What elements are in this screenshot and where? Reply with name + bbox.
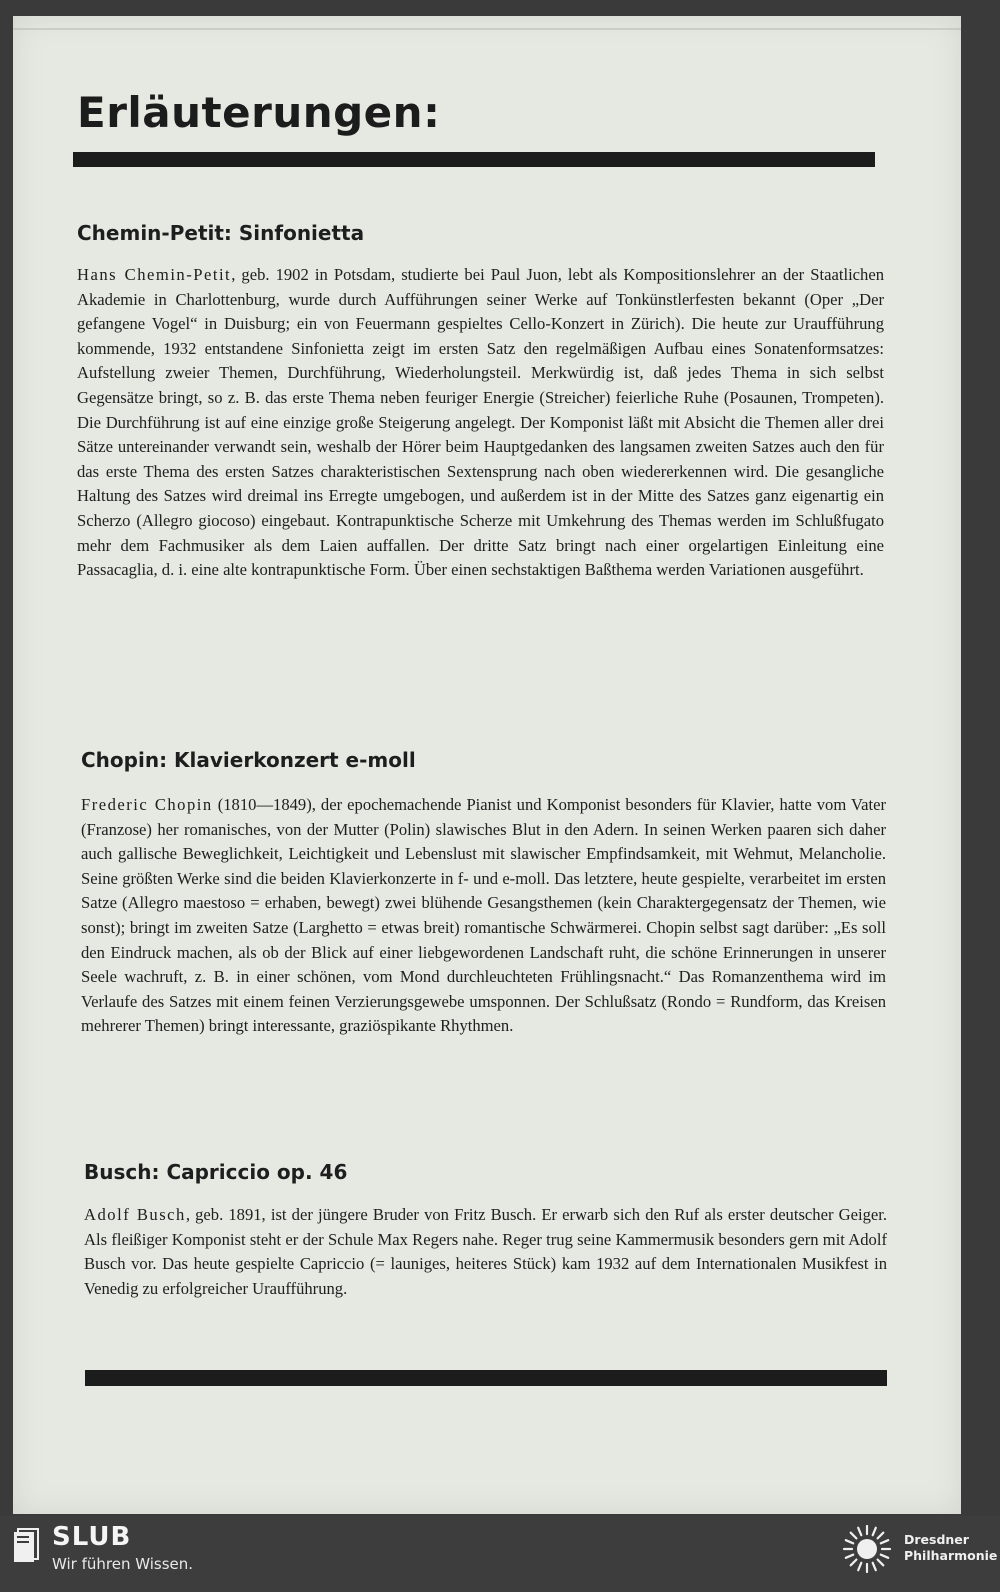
section-body: (1810—1849), der epochemachende Pianist und Komponist besonders für Klavier, hatte vom Vater (Franzose) her romanisches, von der Mutter (Polin) slawisches Blut in den Adern. In seinen Werken paaren sich daher auch gallische Beweglichkeit, Leichtigkeit und Lebenslust mit slawischer Empfindsamkeit, mit Wehmut, Melancholie. Seine größten Werke sind die beiden Klavierkonzerte in f- und e-moll. Das letztere, heute gespielte, verarbeitet im ersten Satze (Allegro maestoso = erhaben, bewegt) zwei blühende Gesangsthemen (kein Charaktergegensatz der Themen, wie sonst); bringt im zweiten Satze (Larghetto = etwas breit) romantische Schwärmerei. Chopin selbst sagt darüber: „Es soll den Eindruck machen, als ob der Blick auf einer liebgewordenen Landschaft ruht, die schöne Erinnerungen in unserer Seele wachruft, z. B. in einer schönen, vom Mond durchleuchteten Frühlingsnacht.“ Das Romanzenthema wird im Verlaufe des Satzes mit einem feinen Verzierungsgewebe umsponnen. Der Schlußsatz (Rondo = Rundform, das Kreisen mehrerer Themen) bringt interessante, graziöspikante Rhythmen. [81, 795, 886, 1036]
bottom-divider [85, 1370, 887, 1386]
top-divider [73, 152, 875, 167]
section-heading-sinfonietta: Chemin-Petit: Sinfonietta [77, 221, 365, 245]
document-title: Erläuterungen: [77, 88, 441, 137]
footer-bar [0, 1516, 1000, 1592]
composer-name: Frederic Chopin [81, 795, 213, 814]
library-slogan: Wir führen Wissen. [52, 1555, 194, 1573]
section-text-sinfonietta [77, 263, 884, 583]
slub-book-icon[interactable] [12, 1528, 40, 1566]
section-heading-capriccio: Busch: Capriccio op. 46 [84, 1160, 348, 1184]
partner-name[interactable] [904, 1532, 997, 1564]
section-heading-klavierkonzert: Chopin: Klavierkonzert e-moll [81, 748, 416, 772]
section-text-capriccio [84, 1203, 887, 1301]
section-body: , geb. 1891, ist der jüngere Bruder von Fritz Busch. Er erwarb sich den Ruf als erster deutscher Geiger. Als fleißiger Komponist steht er der Schule Max Regers nahe. Reger trug seine Kammermusik besonders gern mit Adolf Busch vor. Das heute gespielte Capriccio (= launiges, heiteres Stück) kam 1932 auf dem Internationalen Musikfest in Venedig zu erfolgreicher Uraufführung. [84, 1205, 887, 1298]
philharmonie-sunburst-icon[interactable] [838, 1520, 896, 1578]
paper-fold [13, 28, 961, 30]
document-page [13, 16, 961, 1514]
section-text-klavierkonzert [81, 793, 886, 1039]
composer-name: Adolf Busch [84, 1205, 186, 1224]
section-body: , geb. 1902 in Potsdam, studierte bei Paul Juon, lebt als Kompositionslehrer an der Staatlichen Akademie in Charlottenburg, wurde durch Aufführungen seiner Werke auf Tonkünstlerfesten bekannt (Oper „Der gefangene Vogel“ in Duisburg; ein von Feuermann gespieltes Cello-Konzert in Zürich). Die heute zur Uraufführung kommende, 1932 entstandene Sinfonietta zeigt im ersten Satz den regelmäßigen Aufbau eines Sonatenformsatzes: Aufstellung zweier Themen, Durchführung, Wiederholungsteil. Merkwürdig ist, daß jedes Thema in sich selbst Gegensätze bringt, so z. B. das erste Thema neben feuriger Energie (Streicher) feierliche Ruhe (Posaunen, Trompeten). Die Durchführung ist auf eine einzige große Steigerung angelegt. Der Komponist läßt mit Absicht die Themen aller drei Sätze untereinander verwandt sein, weshalb der Hörer beim Hauptgedanken des langsamen zweiten Satzes auch den für das erste Thema des ersten Satzes charakteristischen Sextensprung nach oben wiedererkennen wird. Die gesangliche Haltung des Satzes wird dreimal ins Erregte umgebogen, und außerdem ist in der Mitte des Satzes ganz eigenartig ein Scherzo (Allegro giocoso) eingebaut. Kontrapunktische Scherze mit Umkehrung des Themas werden im Schlußfugato mehr dem Fachmusiker als dem Laien auffallen. Der dritte Satz bringt nach einer orgelartigen Einleitung eine Passacaglia, d. i. eine alte kontrapunktische Form. Über einen sechstaktigen Baßthema werden Variationen ausgeführt. [77, 265, 884, 580]
partner-name-line1: Dresdner [904, 1532, 969, 1547]
partner-name-line2: Philharmonie [904, 1548, 998, 1563]
composer-name: Hans Chemin-Petit [77, 265, 232, 284]
library-name[interactable]: SLUB [52, 1522, 132, 1552]
